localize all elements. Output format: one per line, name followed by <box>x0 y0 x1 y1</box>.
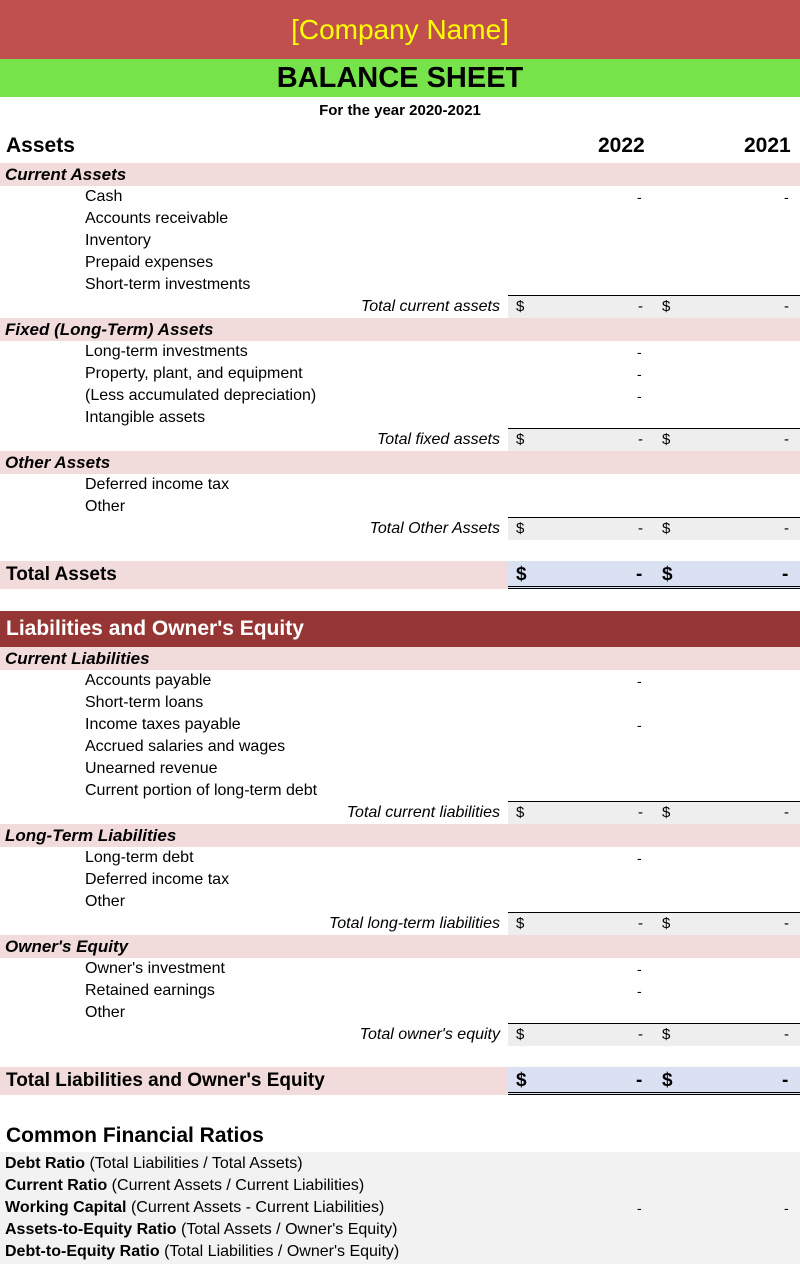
subtotal-cells <box>508 428 800 451</box>
value-2022: - <box>637 388 642 404</box>
currency-symbol: $ <box>662 431 671 448</box>
value-2022: - <box>637 983 642 999</box>
line-item: Accounts payable <box>85 672 212 689</box>
value-2021: - <box>784 189 789 205</box>
total-2021: - <box>782 564 789 585</box>
total-2022: - <box>636 564 643 585</box>
section-owners-equity: Owner's Equity <box>0 935 800 958</box>
total-liabilities-label: Total Liabilities and Owner's Equity <box>6 1070 325 1091</box>
line-item: Long-term debt <box>85 849 194 866</box>
line-item: Unearned revenue <box>85 760 218 777</box>
subtotal-label: Total Other Assets <box>369 520 500 537</box>
line-item: Property, plant, and equipment <box>85 365 303 382</box>
subtotal-2021: - <box>784 298 789 315</box>
currency-symbol: $ <box>516 431 525 448</box>
ratio-value-2021: - <box>784 1200 789 1216</box>
subtotal-2021: - <box>784 1026 789 1043</box>
line-item: Short-term investments <box>85 276 251 293</box>
value-2022: - <box>637 366 642 382</box>
line-item: Other <box>85 498 126 515</box>
currency-symbol: $ <box>516 298 525 315</box>
value-2022: - <box>637 344 642 360</box>
currency-symbol: $ <box>662 564 673 585</box>
currency-symbol: $ <box>662 520 671 537</box>
line-item: Owner's investment <box>85 960 225 977</box>
line-item: Retained earnings <box>85 982 215 999</box>
subtotal-label: Total fixed assets <box>376 431 500 448</box>
ratio-name: Working Capital <box>5 1199 127 1216</box>
section-current-assets: Current Assets <box>0 163 800 186</box>
ratio-row <box>5 1241 399 1263</box>
line-item: Cash <box>85 188 123 205</box>
line-item: Intangible assets <box>85 409 206 426</box>
subtotal-2022: - <box>638 1026 643 1043</box>
ratio-name: Debt-to-Equity Ratio <box>5 1243 160 1260</box>
column-header-row <box>0 132 800 160</box>
line-item: Deferred income tax <box>85 476 230 493</box>
year-2021-heading: 2021 <box>744 134 791 157</box>
currency-symbol: $ <box>662 1070 673 1091</box>
subtotal-cells <box>508 912 800 935</box>
line-item: Inventory <box>85 232 151 249</box>
subtotal-2021: - <box>784 804 789 821</box>
subtotal-2021: - <box>784 431 789 448</box>
line-item: (Less accumulated depreciation) <box>85 387 317 404</box>
value-2022: - <box>637 189 642 205</box>
assets-heading: Assets <box>6 134 75 157</box>
currency-symbol: $ <box>662 915 671 932</box>
value-2022: - <box>637 850 642 866</box>
line-item: Deferred income tax <box>85 871 230 888</box>
subtotal-label: Total long-term liabilities <box>328 915 500 932</box>
line-item: Accrued salaries and wages <box>85 738 286 755</box>
total-2021: - <box>782 1070 789 1091</box>
line-item: Current portion of long-term debt <box>85 782 318 799</box>
ratio-formula: (Total Liabilities / Owner's Equity) <box>159 1243 400 1260</box>
ratio-formula: (Total Liabilities / Total Assets) <box>85 1155 303 1172</box>
total-cells <box>508 1067 800 1095</box>
line-item: Short-term loans <box>85 694 204 711</box>
subtotal-cells <box>508 1023 800 1046</box>
subtotal-2021: - <box>784 520 789 537</box>
ratio-formula: (Current Assets / Current Liabilities) <box>107 1177 365 1194</box>
subtotal-cells <box>508 295 800 318</box>
ratio-row <box>5 1175 364 1197</box>
total-2022: - <box>636 1070 643 1091</box>
line-item: Long-term investments <box>85 343 248 360</box>
value-2022: - <box>637 673 642 689</box>
section-long-term-liabilities: Long-Term Liabilities <box>0 824 800 847</box>
currency-symbol: $ <box>516 564 527 585</box>
currency-symbol: $ <box>516 1026 525 1043</box>
subtotal-label: Total current liabilities <box>346 804 500 821</box>
ratio-formula: (Current Assets - Current Liabilities) <box>126 1199 385 1216</box>
currency-symbol: $ <box>662 298 671 315</box>
total-cells <box>508 561 800 589</box>
currency-symbol: $ <box>516 804 525 821</box>
section-fixed-assets: Fixed (Long-Term) Assets <box>0 318 800 341</box>
subtotal-2022: - <box>638 520 643 537</box>
subtotal-label: Total current assets <box>360 298 500 315</box>
section-current-liabilities: Current Liabilities <box>0 647 800 670</box>
period-label: For the year 2020-2021 <box>319 102 481 119</box>
currency-symbol: $ <box>662 804 671 821</box>
sheet-title: BALANCE SHEET <box>0 59 800 97</box>
line-item: Other <box>85 893 126 910</box>
ratio-name: Debt Ratio <box>5 1155 85 1172</box>
ratio-row <box>5 1219 397 1241</box>
year-2022-heading: 2022 <box>598 134 645 157</box>
subtotal-2022: - <box>638 804 643 821</box>
line-item: Other <box>85 1004 126 1021</box>
subtotal-2022: - <box>638 298 643 315</box>
subtotal-2021: - <box>784 915 789 932</box>
line-item: Prepaid expenses <box>85 254 214 271</box>
total-assets-label: Total Assets <box>6 564 117 585</box>
currency-symbol: $ <box>516 915 525 932</box>
currency-symbol: $ <box>516 1070 527 1091</box>
value-2022: - <box>637 717 642 733</box>
subtotal-2022: - <box>638 915 643 932</box>
value-2022: - <box>637 961 642 977</box>
subtotal-cells <box>508 517 800 540</box>
ratio-name: Current Ratio <box>5 1177 108 1194</box>
currency-symbol: $ <box>516 520 525 537</box>
ratio-value-2022: - <box>637 1200 642 1216</box>
ratio-formula: (Total Assets / Owner's Equity) <box>176 1221 398 1238</box>
subtotal-2022: - <box>638 431 643 448</box>
liabilities-heading: Liabilities and Owner's Equity <box>0 611 800 647</box>
ratio-row <box>5 1153 303 1175</box>
subtotal-cells <box>508 801 800 824</box>
line-item: Income taxes payable <box>85 716 241 733</box>
subtotal-label: Total owner's equity <box>359 1026 500 1043</box>
line-item: Accounts receivable <box>85 210 229 227</box>
ratio-row <box>5 1197 384 1219</box>
ratio-name: Assets-to-Equity Ratio <box>5 1221 177 1238</box>
ratios-heading: Common Financial Ratios <box>6 1124 264 1147</box>
section-other-assets: Other Assets <box>0 451 800 474</box>
currency-symbol: $ <box>662 1026 671 1043</box>
company-name: [Company Name] <box>0 0 800 59</box>
